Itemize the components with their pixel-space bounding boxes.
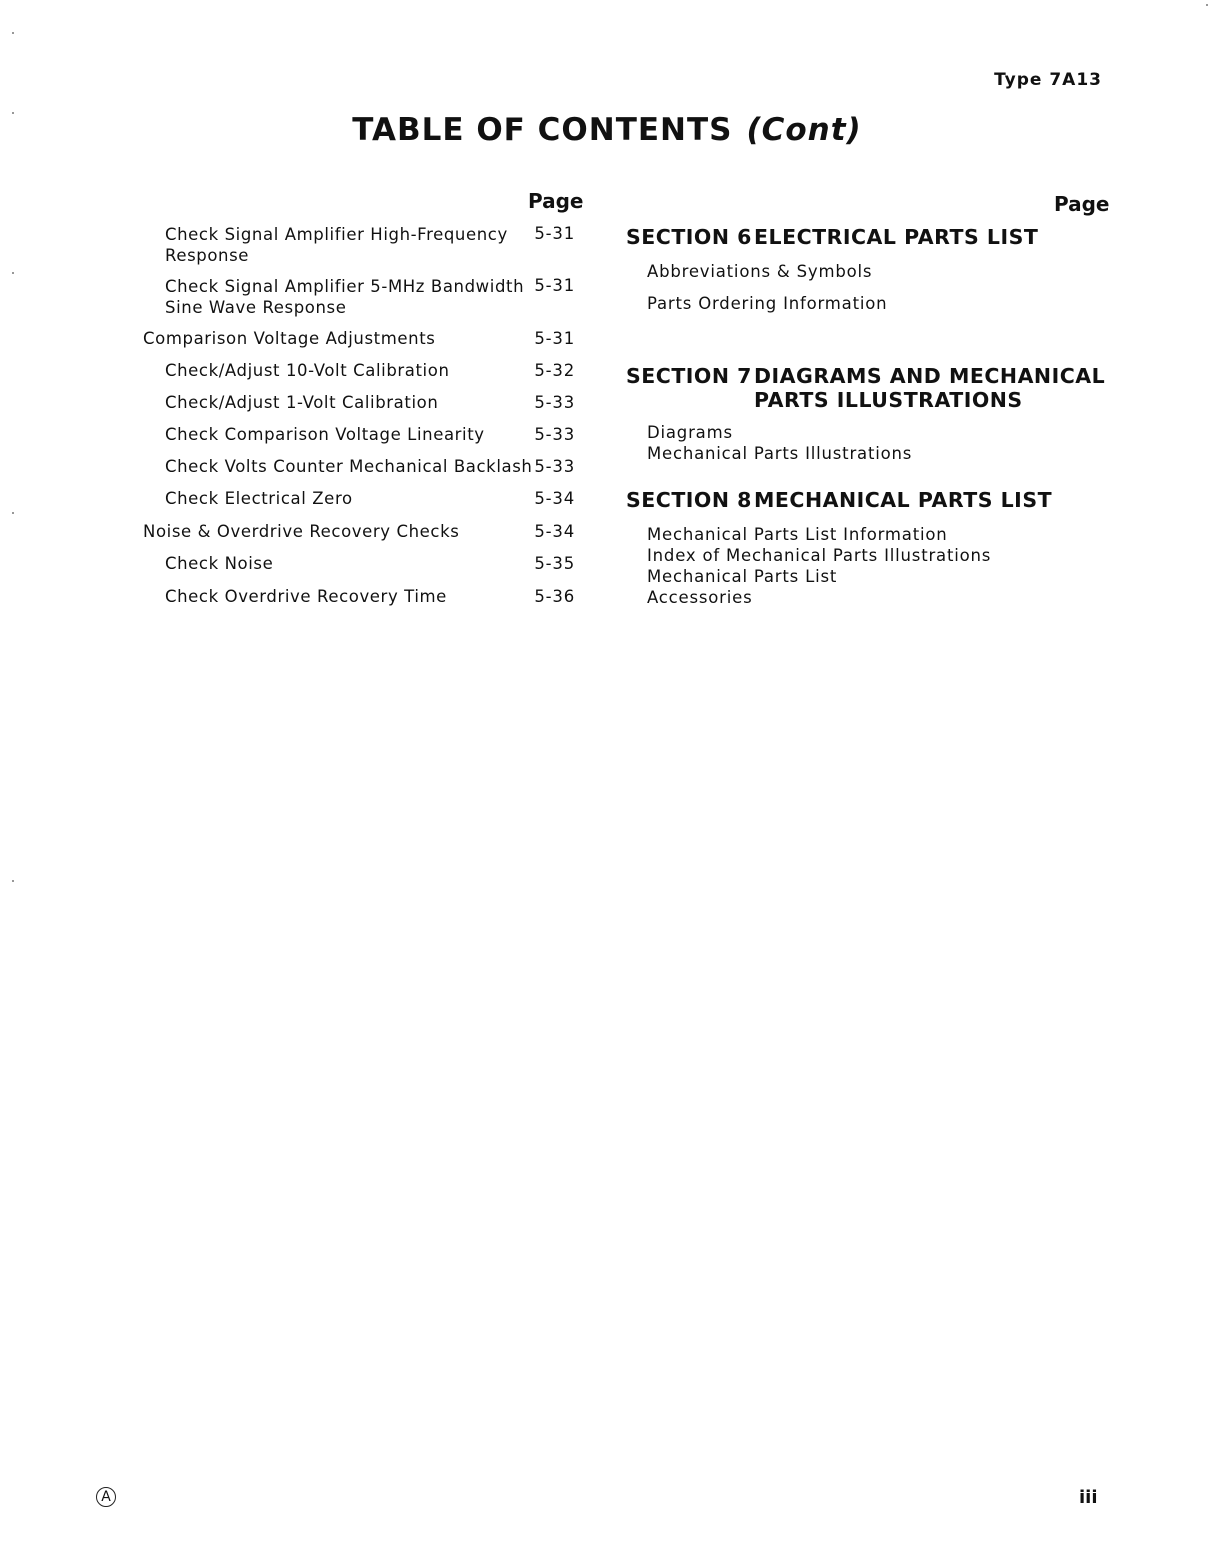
section-title: DIAGRAMS AND MECHANICAL	[754, 364, 1106, 388]
toc-item-mechanical-parts-illustrations[interactable]: Mechanical Parts Illustrations	[647, 444, 913, 463]
toc-entry-page: 5-33	[534, 457, 575, 476]
section-label: SECTION 8	[626, 488, 752, 512]
section-title: ELECTRICAL PARTS LIST	[754, 225, 1039, 249]
toc-entry-check-adjust-1v[interactable]: Check/Adjust 1-Volt Calibration	[165, 393, 439, 412]
page-title	[0, 112, 1214, 148]
toc-entry-page: 5-32	[534, 361, 575, 380]
toc-entry-text: Check Signal Amplifier 5-MHz Bandwidth	[165, 277, 525, 296]
toc-entry-page: 5-35	[534, 554, 575, 573]
toc-entry-check-noise[interactable]: Check Noise	[165, 554, 274, 573]
page-title-main: TABLE OF CONTENTS	[352, 112, 733, 148]
scan-speck	[12, 32, 14, 34]
scan-speck	[1206, 4, 1208, 6]
toc-entry-text-continued: Sine Wave Response	[165, 298, 347, 317]
toc-item-diagrams[interactable]: Diagrams	[647, 423, 733, 442]
toc-entry-check-volts-counter-backlash[interactable]: Check Volts Counter Mechanical Backlash	[165, 457, 533, 476]
toc-entry-noise-overdrive-recovery-checks[interactable]: Noise & Overdrive Recovery Checks	[143, 522, 460, 541]
section-8-heading[interactable]	[626, 488, 1126, 512]
toc-entry-check-adjust-10v[interactable]: Check/Adjust 10-Volt Calibration	[165, 361, 450, 380]
toc-entry-page: 5-31	[534, 224, 575, 243]
scan-speck	[12, 272, 14, 274]
toc-item-parts-ordering-information[interactable]: Parts Ordering Information	[647, 294, 888, 313]
section-title-continued: PARTS ILLUSTRATIONS	[754, 388, 1023, 412]
section-title: MECHANICAL PARTS LIST	[754, 488, 1053, 512]
page-number: iii	[1079, 1487, 1098, 1508]
revision-mark-icon: A	[96, 1487, 116, 1507]
toc-entry-page: 5-34	[534, 522, 575, 541]
scan-speck	[12, 112, 14, 114]
toc-entry-check-comparison-voltage-linearity[interactable]: Check Comparison Voltage Linearity	[165, 425, 485, 444]
toc-entry-text: Check Signal Amplifier High-Frequency	[165, 225, 508, 244]
toc-entry-check-electrical-zero[interactable]: Check Electrical Zero	[165, 489, 353, 508]
toc-item-mechanical-parts-list[interactable]: Mechanical Parts List	[647, 567, 838, 586]
section-label: SECTION 7	[626, 364, 752, 388]
section-6-heading[interactable]	[626, 225, 1126, 249]
scan-speck	[12, 880, 14, 882]
section-label: SECTION 6	[626, 225, 752, 249]
toc-entry-page: 5-31	[534, 276, 575, 295]
toc-entry-page: 5-31	[534, 329, 575, 348]
toc-entry-text-continued: Response	[165, 246, 250, 265]
toc-entry-comparison-voltage-adjustments[interactable]: Comparison Voltage Adjustments	[143, 329, 436, 348]
toc-entry-page: 5-33	[534, 393, 575, 412]
toc-entry-page: 5-34	[534, 489, 575, 508]
toc-item-abbreviations-symbols[interactable]: Abbreviations & Symbols	[647, 262, 873, 281]
toc-item-index-mechanical-parts-illustrations[interactable]: Index of Mechanical Parts Illustrations	[647, 546, 992, 565]
toc-item-mechanical-parts-list-information[interactable]: Mechanical Parts List Information	[647, 525, 948, 544]
right-page-column-heading: Page	[1054, 192, 1110, 216]
page-title-suffix: (Cont)	[746, 112, 862, 148]
toc-entry-check-signal-amplifier-5mhz[interactable]	[165, 276, 524, 318]
section-7-heading[interactable]	[626, 364, 1126, 412]
scan-speck	[12, 512, 14, 514]
left-page-column-heading: Page	[528, 189, 584, 213]
toc-item-accessories[interactable]: Accessories	[647, 588, 753, 607]
toc-entry-page: 5-36	[534, 587, 575, 606]
toc-entry-page: 5-33	[534, 425, 575, 444]
toc-entry-check-signal-amplifier-hf[interactable]	[165, 224, 508, 266]
toc-entry-check-overdrive-recovery-time[interactable]: Check Overdrive Recovery Time	[165, 587, 447, 606]
document-type-label: Type 7A13	[994, 70, 1102, 90]
